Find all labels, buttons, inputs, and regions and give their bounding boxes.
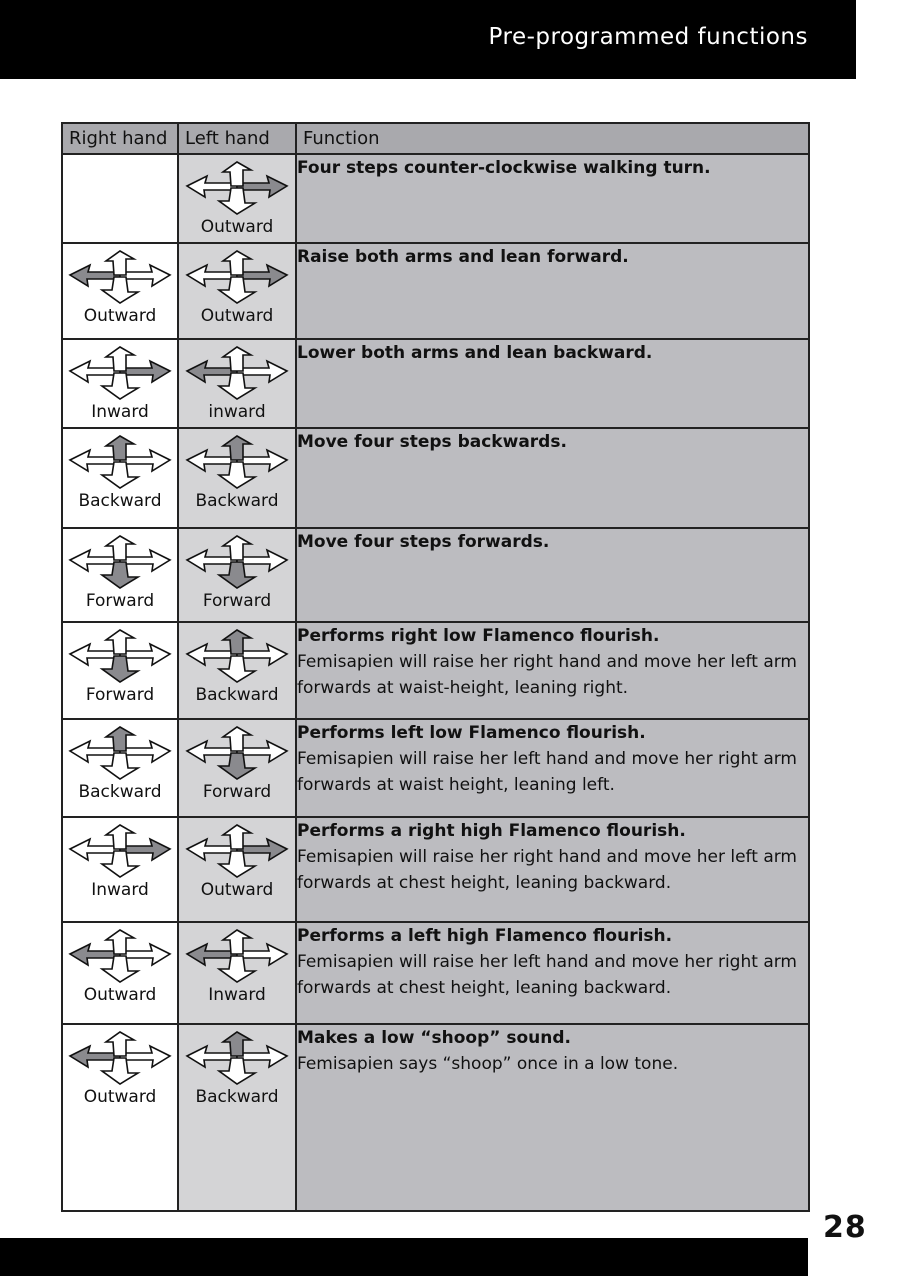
right-hand-direction-label: Forward — [85, 685, 155, 705]
left-hand-cell — [178, 428, 296, 528]
function-description: Femisapien will raise her right hand and move her left arm forwards at chest height, leaning backward. — [297, 847, 797, 893]
left-hand-direction-label: Inward — [208, 985, 266, 1005]
function-cell — [296, 339, 809, 428]
arrow-arm-down — [102, 1058, 138, 1084]
four-way-arrow-icon — [185, 726, 289, 780]
arrow-arm-down — [219, 656, 255, 682]
left-hand-direction-label: Backward — [195, 1087, 279, 1107]
four-way-arrow-icon — [185, 161, 289, 215]
function-title: Performs right low Flamenco flourish. — [297, 626, 660, 646]
table-row — [62, 1024, 809, 1211]
right-hand-cell — [62, 528, 178, 622]
four-way-arrow-icon — [68, 250, 172, 304]
function-cell — [296, 922, 809, 1024]
table-row — [62, 817, 809, 922]
arrow-arm-down — [219, 562, 255, 588]
arrow-arm-down — [102, 462, 138, 488]
function-title: Move four steps forwards. — [297, 532, 550, 552]
table-row — [62, 154, 809, 243]
function-title: Four steps counter-clockwise walking turn. — [297, 158, 711, 178]
function-description: Femisapien says “shoop” once in a low tone. — [297, 1054, 679, 1074]
four-way-arrow-icon — [185, 1031, 289, 1085]
four-way-arrow-icon — [68, 535, 172, 589]
function-title: Performs left low Flamenco flourish. — [297, 723, 646, 743]
table-row — [62, 339, 809, 428]
left-hand-cell — [178, 1024, 296, 1211]
arrow-arm-down — [102, 656, 138, 682]
function-description: Femisapien will raise her left hand and move her right arm forwards at chest height, leaning backward. — [297, 952, 797, 998]
function-title: Performs a left high Flamenco flourish. — [297, 926, 673, 946]
four-way-arrow-icon — [185, 629, 289, 683]
left-hand-cell — [178, 339, 296, 428]
table-row — [62, 719, 809, 817]
left-hand-direction-label: Backward — [195, 685, 279, 705]
function-cell — [296, 243, 809, 339]
right-hand-cell — [62, 154, 178, 243]
four-way-arrow-icon — [185, 929, 289, 983]
arrow-arm-down — [219, 373, 255, 399]
four-way-arrow-icon — [68, 726, 172, 780]
left-hand-direction-label: Forward — [202, 782, 272, 802]
function-cell — [296, 1024, 809, 1211]
four-way-arrow-icon — [185, 250, 289, 304]
left-hand-direction-label: Outward — [200, 880, 274, 900]
four-way-arrow-icon — [185, 346, 289, 400]
left-hand-cell — [178, 719, 296, 817]
right-hand-cell — [62, 1024, 178, 1211]
left-hand-direction-label: Outward — [200, 217, 274, 237]
right-hand-direction-label: Outward — [83, 306, 157, 326]
function-cell — [296, 154, 809, 243]
function-title: Raise both arms and lean forward. — [297, 247, 629, 267]
arrow-arm-down — [102, 562, 138, 588]
column-header-left-hand: Left hand — [178, 123, 296, 154]
right-hand-direction-label: Inward — [91, 402, 149, 422]
arrow-arm-down — [219, 188, 255, 214]
functions-table — [61, 122, 810, 1212]
left-hand-cell — [178, 817, 296, 922]
table-row — [62, 428, 809, 528]
arrow-arm-down — [102, 753, 138, 779]
left-hand-direction-label: Forward — [202, 591, 272, 611]
four-way-arrow-icon — [68, 929, 172, 983]
right-hand-cell — [62, 428, 178, 528]
arrow-arm-down — [219, 1058, 255, 1084]
four-way-arrow-icon — [68, 629, 172, 683]
function-title: Move four steps backwards. — [297, 432, 567, 452]
right-hand-cell — [62, 719, 178, 817]
four-way-arrow-icon — [68, 1031, 172, 1085]
right-hand-cell — [62, 339, 178, 428]
page-title: Pre-programmed functions — [488, 24, 808, 50]
right-hand-cell — [62, 622, 178, 719]
left-hand-cell — [178, 922, 296, 1024]
four-way-arrow-icon — [68, 824, 172, 878]
arrow-arm-down — [219, 462, 255, 488]
table-row — [62, 528, 809, 622]
four-way-arrow-icon — [68, 435, 172, 489]
arrow-arm-down — [102, 277, 138, 303]
left-hand-direction-label: Backward — [195, 491, 279, 511]
function-title: Performs a right high Flamenco flourish. — [297, 821, 686, 841]
table-row — [62, 622, 809, 719]
right-hand-cell — [62, 922, 178, 1024]
left-hand-cell — [178, 528, 296, 622]
function-title: Lower both arms and lean backward. — [297, 343, 653, 363]
arrow-arm-down — [102, 956, 138, 982]
right-hand-direction-label: Outward — [83, 1087, 157, 1107]
function-cell — [296, 428, 809, 528]
page-number: 28 — [823, 1210, 867, 1245]
table-row — [62, 922, 809, 1024]
four-way-arrow-icon — [68, 346, 172, 400]
function-cell — [296, 528, 809, 622]
table-header-row — [62, 123, 809, 154]
function-cell — [296, 719, 809, 817]
arrow-arm-down — [219, 277, 255, 303]
header-bar — [0, 0, 856, 79]
left-hand-cell — [178, 243, 296, 339]
arrow-arm-down — [219, 851, 255, 877]
arrow-arm-down — [102, 373, 138, 399]
right-hand-direction-label: Inward — [91, 880, 149, 900]
arrow-arm-down — [219, 956, 255, 982]
function-cell — [296, 622, 809, 719]
function-description: Femisapien will raise her left hand and move her right arm forwards at waist height, leaning left. — [297, 749, 797, 795]
left-hand-cell — [178, 154, 296, 243]
four-way-arrow-icon — [185, 535, 289, 589]
table-row — [62, 243, 809, 339]
right-hand-direction-label: Backward — [78, 491, 162, 511]
right-hand-direction-label: Outward — [83, 985, 157, 1005]
right-hand-direction-label: Forward — [85, 591, 155, 611]
function-description: Femisapien will raise her right hand and move her left arm forwards at waist-height, leaning right. — [297, 652, 797, 698]
arrow-arm-down — [219, 753, 255, 779]
four-way-arrow-icon — [185, 435, 289, 489]
footer-bar — [0, 1238, 808, 1276]
function-title: Makes a low “shoop” sound. — [297, 1028, 571, 1048]
function-cell — [296, 817, 809, 922]
arrow-arm-down — [102, 851, 138, 877]
left-hand-direction-label: Outward — [200, 306, 274, 326]
right-hand-direction-label: Backward — [78, 782, 162, 802]
right-hand-cell — [62, 243, 178, 339]
column-header-function: Function — [296, 123, 809, 154]
column-header-right-hand: Right hand — [62, 123, 178, 154]
left-hand-cell — [178, 622, 296, 719]
left-hand-direction-label: inward — [208, 402, 266, 422]
right-hand-cell — [62, 817, 178, 922]
four-way-arrow-icon — [185, 824, 289, 878]
